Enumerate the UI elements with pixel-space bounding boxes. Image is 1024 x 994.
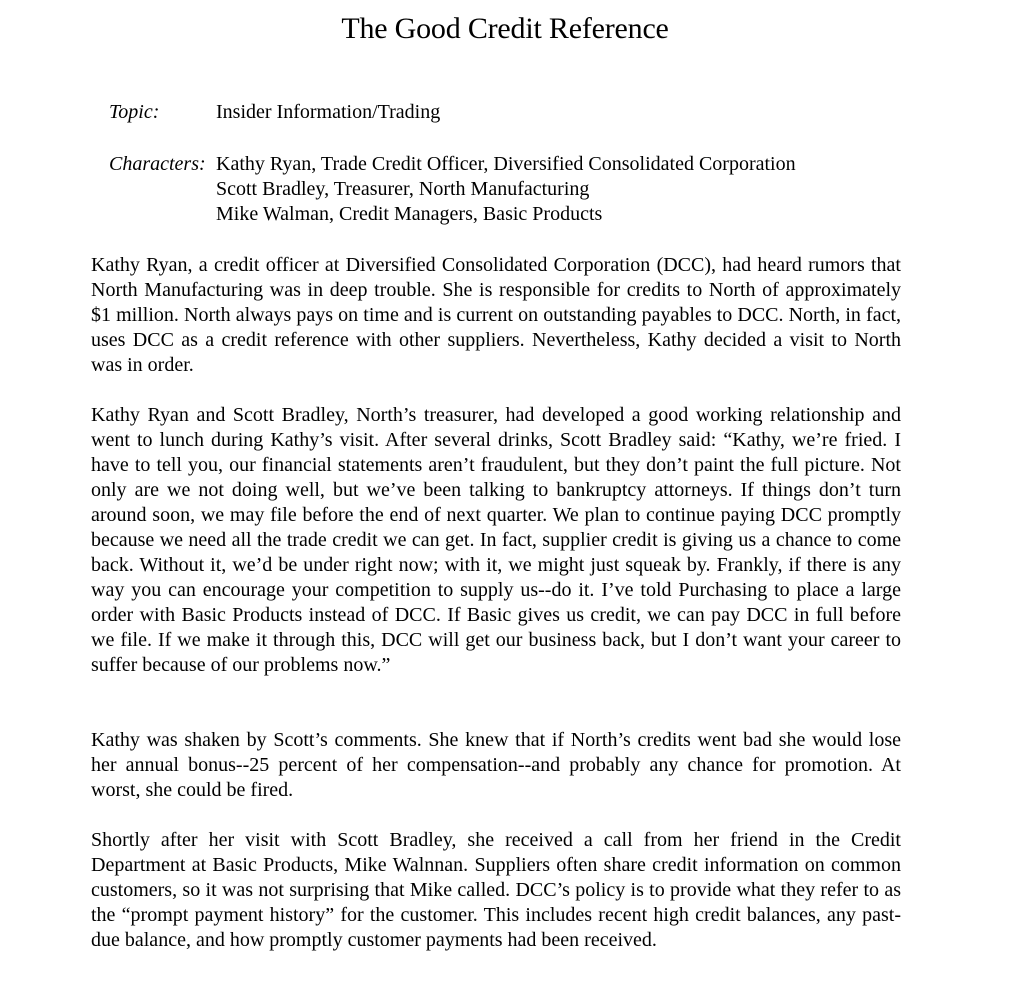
paragraph-1: Kathy Ryan, a credit officer at Diversified Consolidated Corporation (DCC), had heard rumors that North Manufacturing was in deep trouble. She is responsible for credits to North of approximately $1 million. North always pays on time and is current on outstanding payables to DCC. North, in fact, uses DCC as a credit reference with other suppliers. Nevertheless, Kathy decided a visit to North was in order.	[91, 254, 901, 376]
characters-list	[216, 152, 796, 227]
characters-label: Characters:	[109, 153, 206, 175]
document-title: The Good Credit Reference	[341, 12, 669, 45]
character-kathy-ryan: Kathy Ryan, Trade Credit Officer, Diversified Consolidated Corporation	[216, 153, 796, 175]
character-mike-walman: Mike Walman, Credit Managers, Basic Products	[216, 203, 603, 225]
paragraph-3: Kathy was shaken by Scott’s comments. She knew that if North’s credits went bad she would lose her annual bonus--25 percent of her compensation--and probably any chance for promotion. At worst, she could be fired.	[91, 729, 901, 801]
character-scott-bradley: Scott Bradley, Treasurer, North Manufacturing	[216, 178, 590, 200]
topic-value: Insider Information/Trading	[216, 101, 441, 123]
topic-label: Topic:	[109, 101, 160, 123]
paragraph-4: Shortly after her visit with Scott Bradley, she received a call from her friend in the Credit Department at Basic Products, Mike Walnnan. Suppliers often share credit information on common customers, so it was not surprising that Mike called. DCC’s policy is to provide what they refer to as the “prompt payment history” for the customer. This includes recent high credit balances, any past-due balance, and how promptly customer payments had been received.	[91, 829, 901, 951]
paragraph-2: Kathy Ryan and Scott Bradley, North’s treasurer, had developed a good working relationship and went to lunch during Kathy’s visit. After several drinks, Scott Bradley said: “Kathy, we’re fried. I have to tell you, our financial statements aren’t fraudulent, but they don’t paint the full picture. Not only are we not doing well, but we’ve been talking to bankruptcy attorneys. If things don’t turn around soon, we may file before the end of next quarter. We plan to continue paying DCC promptly because we need all the trade credit we can get. In fact, supplier credit is giving us a chance to come back. Without it, we’d be under right now; with it, we might just squeak by. Frankly, if there is any way you can encourage your competition to supply us--do it. I’ve told Purchasing to place a large order with Basic Products instead of DCC. If Basic gives us credit, we can pay DCC in full before we file. If we make it through this, DCC will get our business back, but I don’t want your career to suffer because of our problems now.”	[91, 404, 901, 676]
